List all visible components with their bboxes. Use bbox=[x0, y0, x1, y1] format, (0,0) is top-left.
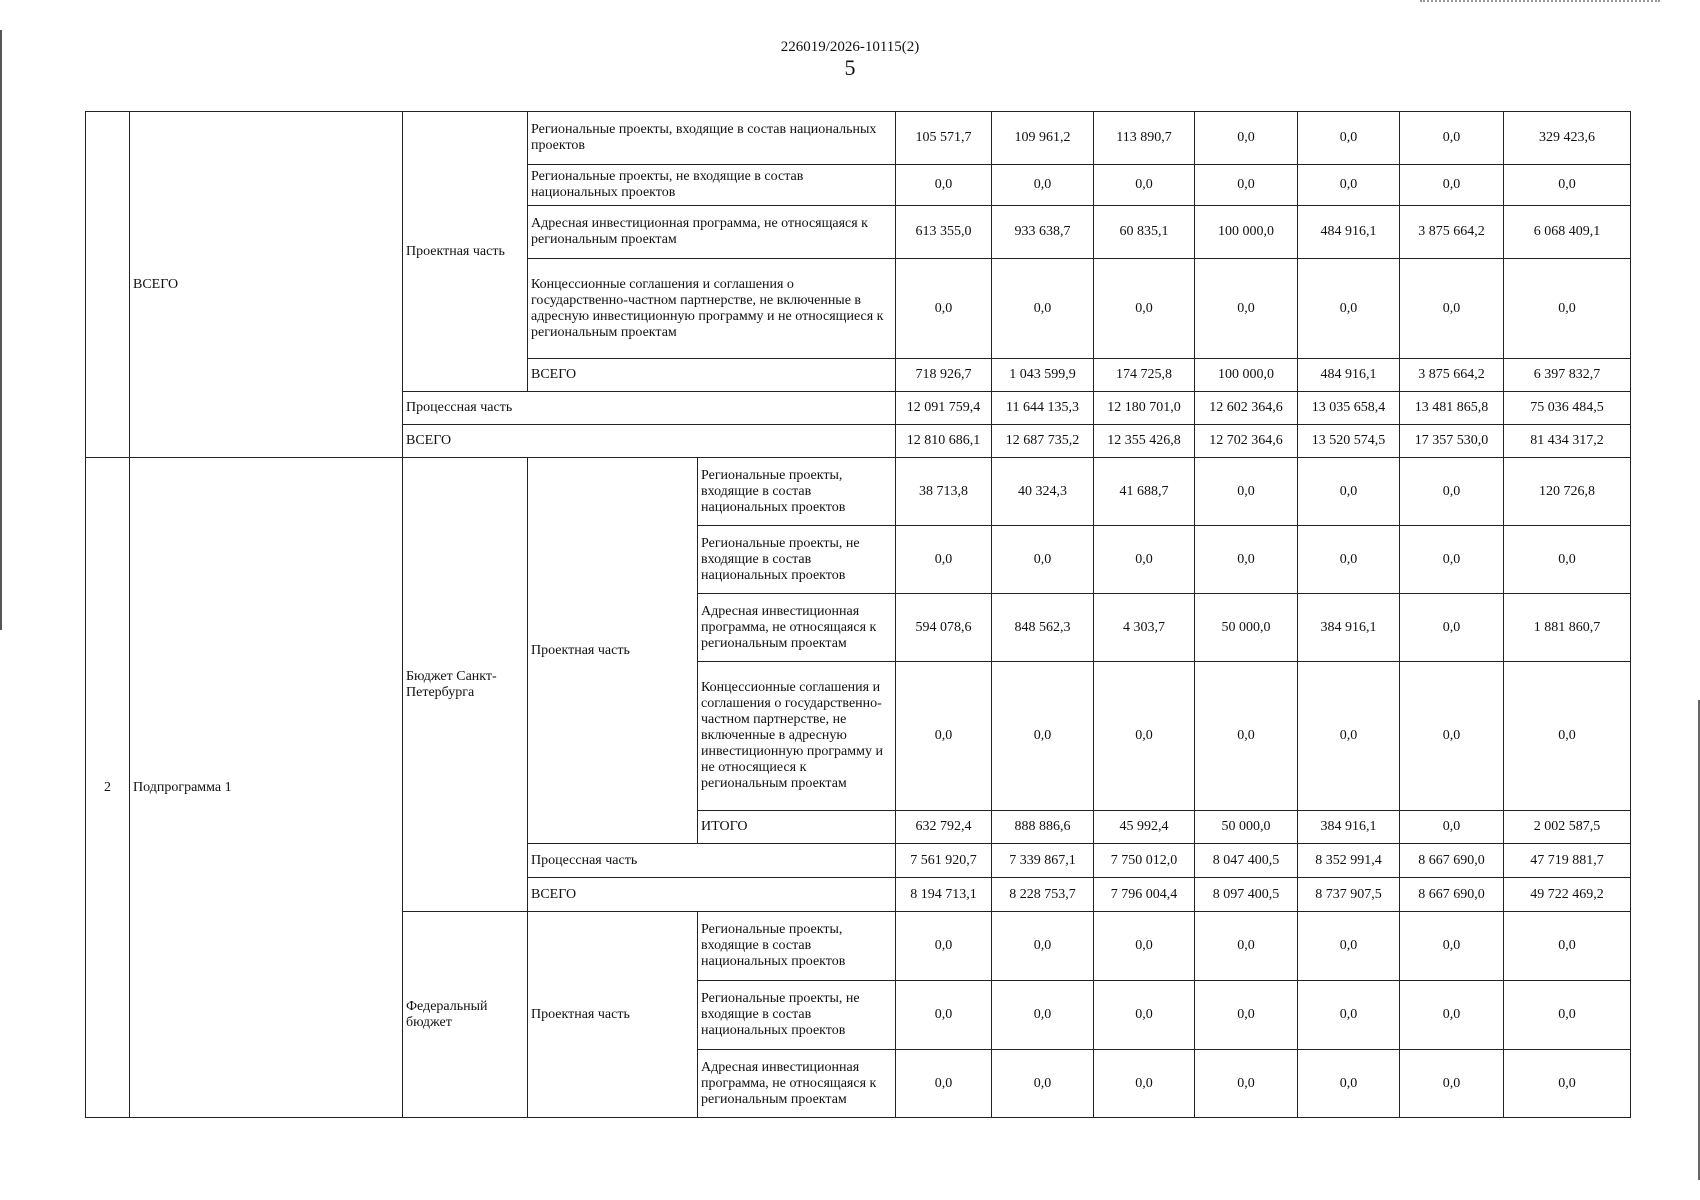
value-cell: 0,0 bbox=[1195, 259, 1298, 359]
value-cell: 0,0 bbox=[1400, 526, 1504, 594]
value-cell: 484 916,1 bbox=[1298, 206, 1400, 259]
value-cell: 0,0 bbox=[1195, 165, 1298, 206]
row-label: Адресная инвестиционная программа, не относящаяся к региональным проектам bbox=[698, 594, 896, 662]
value-cell: 7 750 012,0 bbox=[1094, 844, 1195, 878]
value-cell: 0,0 bbox=[1400, 811, 1504, 844]
value-cell: 0,0 bbox=[1504, 526, 1631, 594]
table-row bbox=[86, 112, 1631, 165]
value-cell: 1 881 860,7 bbox=[1504, 594, 1631, 662]
process-part-label: Процессная часть bbox=[403, 392, 896, 425]
value-cell: 8 194 713,1 bbox=[896, 878, 992, 912]
value-cell: 41 688,7 bbox=[1094, 458, 1195, 526]
value-cell: 0,0 bbox=[1094, 1050, 1195, 1118]
value-cell: 109 961,2 bbox=[992, 112, 1094, 165]
value-cell: 174 725,8 bbox=[1094, 359, 1195, 392]
row-number-cell: 2 bbox=[86, 458, 130, 1118]
value-cell: 0,0 bbox=[1298, 112, 1400, 165]
value-cell: 17 357 530,0 bbox=[1400, 425, 1504, 458]
row-label: Региональные проекты, входящие в состав национальных проектов bbox=[698, 458, 896, 526]
row-label: Региональные проекты, не входящие в состав национальных проектов bbox=[698, 526, 896, 594]
value-cell: 0,0 bbox=[992, 912, 1094, 981]
value-cell: 0,0 bbox=[1504, 662, 1631, 811]
value-cell: 2 002 587,5 bbox=[1504, 811, 1631, 844]
value-cell: 0,0 bbox=[992, 259, 1094, 359]
value-cell: 8 228 753,7 bbox=[992, 878, 1094, 912]
value-cell: 45 992,4 bbox=[1094, 811, 1195, 844]
value-cell: 0,0 bbox=[1400, 594, 1504, 662]
value-cell: 0,0 bbox=[896, 662, 992, 811]
value-cell: 12 602 364,6 bbox=[1195, 392, 1298, 425]
project-part-label: Проектная часть bbox=[528, 912, 698, 1118]
value-cell: 0,0 bbox=[1094, 912, 1195, 981]
value-cell: 0,0 bbox=[992, 981, 1094, 1050]
value-cell: 13 035 658,4 bbox=[1298, 392, 1400, 425]
value-cell: 105 571,7 bbox=[896, 112, 992, 165]
project-part-label: Проектная часть bbox=[528, 458, 698, 844]
row-label: Адресная инвестиционная программа, не относящаяся к региональным проектам bbox=[698, 1050, 896, 1118]
value-cell: 0,0 bbox=[1094, 662, 1195, 811]
total-label: ВСЕГО bbox=[403, 425, 896, 458]
value-cell: 60 835,1 bbox=[1094, 206, 1195, 259]
value-cell: 613 355,0 bbox=[896, 206, 992, 259]
value-cell: 0,0 bbox=[896, 165, 992, 206]
value-cell: 12 091 759,4 bbox=[896, 392, 992, 425]
value-cell: 0,0 bbox=[1195, 458, 1298, 526]
scan-edge-mark-left bbox=[0, 30, 2, 630]
value-cell: 0,0 bbox=[1400, 259, 1504, 359]
value-cell: 12 687 735,2 bbox=[992, 425, 1094, 458]
value-cell: 0,0 bbox=[1094, 981, 1195, 1050]
row-label: Региональные проекты, не входящие в состав национальных проектов bbox=[528, 165, 896, 206]
value-cell: 7 561 920,7 bbox=[896, 844, 992, 878]
value-cell: 113 890,7 bbox=[1094, 112, 1195, 165]
value-cell: 0,0 bbox=[896, 526, 992, 594]
value-cell: 75 036 484,5 bbox=[1504, 392, 1631, 425]
value-cell: 718 926,7 bbox=[896, 359, 992, 392]
value-cell: 12 810 686,1 bbox=[896, 425, 992, 458]
value-cell: 0,0 bbox=[896, 259, 992, 359]
row-label: ИТОГО bbox=[698, 811, 896, 844]
value-cell: 38 713,8 bbox=[896, 458, 992, 526]
value-cell: 0,0 bbox=[896, 981, 992, 1050]
value-cell: 0,0 bbox=[1400, 912, 1504, 981]
value-cell: 384 916,1 bbox=[1298, 594, 1400, 662]
value-cell: 0,0 bbox=[1400, 1050, 1504, 1118]
value-cell: 1 043 599,9 bbox=[992, 359, 1094, 392]
page-header bbox=[0, 38, 1700, 80]
value-cell: 0,0 bbox=[1094, 259, 1195, 359]
value-cell: 0,0 bbox=[1504, 259, 1631, 359]
value-cell: 933 638,7 bbox=[992, 206, 1094, 259]
value-cell: 81 434 317,2 bbox=[1504, 425, 1631, 458]
value-cell: 100 000,0 bbox=[1195, 206, 1298, 259]
value-cell: 0,0 bbox=[992, 165, 1094, 206]
value-cell: 6 397 832,7 bbox=[1504, 359, 1631, 392]
value-cell: 0,0 bbox=[1195, 1050, 1298, 1118]
row-label: Региональные проекты, входящие в состав национальных проектов bbox=[528, 112, 896, 165]
value-cell: 7 796 004,4 bbox=[1094, 878, 1195, 912]
value-cell: 8 667 690,0 bbox=[1400, 878, 1504, 912]
value-cell: 0,0 bbox=[1504, 165, 1631, 206]
value-cell: 0,0 bbox=[1504, 981, 1631, 1050]
value-cell: 384 916,1 bbox=[1298, 811, 1400, 844]
value-cell: 8 097 400,5 bbox=[1195, 878, 1298, 912]
value-cell: 632 792,4 bbox=[896, 811, 992, 844]
value-cell: 0,0 bbox=[1298, 981, 1400, 1050]
value-cell: 0,0 bbox=[1298, 1050, 1400, 1118]
value-cell: 0,0 bbox=[1298, 912, 1400, 981]
row-label: Региональные проекты, входящие в состав национальных проектов bbox=[698, 912, 896, 981]
value-cell: 0,0 bbox=[1195, 912, 1298, 981]
total-label: ВСЕГО bbox=[528, 878, 896, 912]
row-label: Концессионные соглашения и соглашения о государственно-частном партнерстве, не включенные в адресную инвестиционную программу и не относящиеся к региональным проектам bbox=[528, 259, 896, 359]
value-cell: 888 886,6 bbox=[992, 811, 1094, 844]
budget-table bbox=[85, 111, 1631, 1118]
value-cell: 0,0 bbox=[1298, 165, 1400, 206]
value-cell: 7 339 867,1 bbox=[992, 844, 1094, 878]
process-part-label: Процессная часть bbox=[528, 844, 896, 878]
value-cell: 0,0 bbox=[1504, 1050, 1631, 1118]
value-cell: 12 702 364,6 bbox=[1195, 425, 1298, 458]
value-cell: 0,0 bbox=[1400, 662, 1504, 811]
value-cell: 0,0 bbox=[1400, 458, 1504, 526]
value-cell: 0,0 bbox=[1094, 526, 1195, 594]
value-cell: 594 078,6 bbox=[896, 594, 992, 662]
federal-budget-label: Федеральный бюджет bbox=[403, 912, 528, 1118]
value-cell: 3 875 664,2 bbox=[1400, 359, 1504, 392]
value-cell: 0,0 bbox=[1195, 662, 1298, 811]
scan-corner-mark bbox=[1420, 0, 1660, 5]
value-cell: 4 303,7 bbox=[1094, 594, 1195, 662]
project-part-label: Проектная часть bbox=[403, 112, 528, 392]
value-cell: 40 324,3 bbox=[992, 458, 1094, 526]
row-number-cell bbox=[86, 112, 130, 458]
value-cell: 0,0 bbox=[1400, 112, 1504, 165]
section-label: ВСЕГО bbox=[130, 112, 403, 458]
value-cell: 13 481 865,8 bbox=[1400, 392, 1504, 425]
value-cell: 484 916,1 bbox=[1298, 359, 1400, 392]
value-cell: 8 352 991,4 bbox=[1298, 844, 1400, 878]
value-cell: 0,0 bbox=[992, 526, 1094, 594]
value-cell: 0,0 bbox=[1195, 112, 1298, 165]
value-cell: 0,0 bbox=[1400, 165, 1504, 206]
value-cell: 0,0 bbox=[1195, 981, 1298, 1050]
value-cell: 6 068 409,1 bbox=[1504, 206, 1631, 259]
value-cell: 848 562,3 bbox=[992, 594, 1094, 662]
value-cell: 0,0 bbox=[1400, 981, 1504, 1050]
value-cell: 0,0 bbox=[992, 662, 1094, 811]
value-cell: 0,0 bbox=[1094, 165, 1195, 206]
budget-spb-label: Бюджет Санкт-Петербурга bbox=[403, 458, 528, 912]
value-cell: 0,0 bbox=[1298, 458, 1400, 526]
value-cell: 8 047 400,5 bbox=[1195, 844, 1298, 878]
value-cell: 329 423,6 bbox=[1504, 112, 1631, 165]
table-row bbox=[86, 458, 1631, 526]
value-cell: 8 737 907,5 bbox=[1298, 878, 1400, 912]
value-cell: 50 000,0 bbox=[1195, 594, 1298, 662]
value-cell: 0,0 bbox=[896, 1050, 992, 1118]
value-cell: 49 722 469,2 bbox=[1504, 878, 1631, 912]
value-cell: 11 644 135,3 bbox=[992, 392, 1094, 425]
value-cell: 0,0 bbox=[1195, 526, 1298, 594]
value-cell: 12 180 701,0 bbox=[1094, 392, 1195, 425]
value-cell: 120 726,8 bbox=[1504, 458, 1631, 526]
value-cell: 47 719 881,7 bbox=[1504, 844, 1631, 878]
value-cell: 3 875 664,2 bbox=[1400, 206, 1504, 259]
value-cell: 0,0 bbox=[1298, 662, 1400, 811]
value-cell: 0,0 bbox=[896, 912, 992, 981]
row-label: Концессионные соглашения и соглашения о государственно-частном партнерстве, не включенные в адресную инвестиционную программу и не относящиеся к региональным проектам bbox=[698, 662, 896, 811]
row-label: ВСЕГО bbox=[528, 359, 896, 392]
value-cell: 50 000,0 bbox=[1195, 811, 1298, 844]
document-number: 226019/2026-10115(2) bbox=[780, 39, 920, 55]
value-cell: 0,0 bbox=[1504, 912, 1631, 981]
value-cell: 100 000,0 bbox=[1195, 359, 1298, 392]
value-cell: 0,0 bbox=[992, 1050, 1094, 1118]
row-label: Адресная инвестиционная программа, не относящаяся к региональным проектам bbox=[528, 206, 896, 259]
value-cell: 0,0 bbox=[1298, 526, 1400, 594]
value-cell: 13 520 574,5 bbox=[1298, 425, 1400, 458]
value-cell: 12 355 426,8 bbox=[1094, 425, 1195, 458]
page-number: 5 bbox=[844, 55, 856, 80]
value-cell: 0,0 bbox=[1298, 259, 1400, 359]
row-label: Региональные проекты, не входящие в состав национальных проектов bbox=[698, 981, 896, 1050]
value-cell: 8 667 690,0 bbox=[1400, 844, 1504, 878]
subprogram-label: Подпрограмма 1 bbox=[130, 458, 403, 1118]
